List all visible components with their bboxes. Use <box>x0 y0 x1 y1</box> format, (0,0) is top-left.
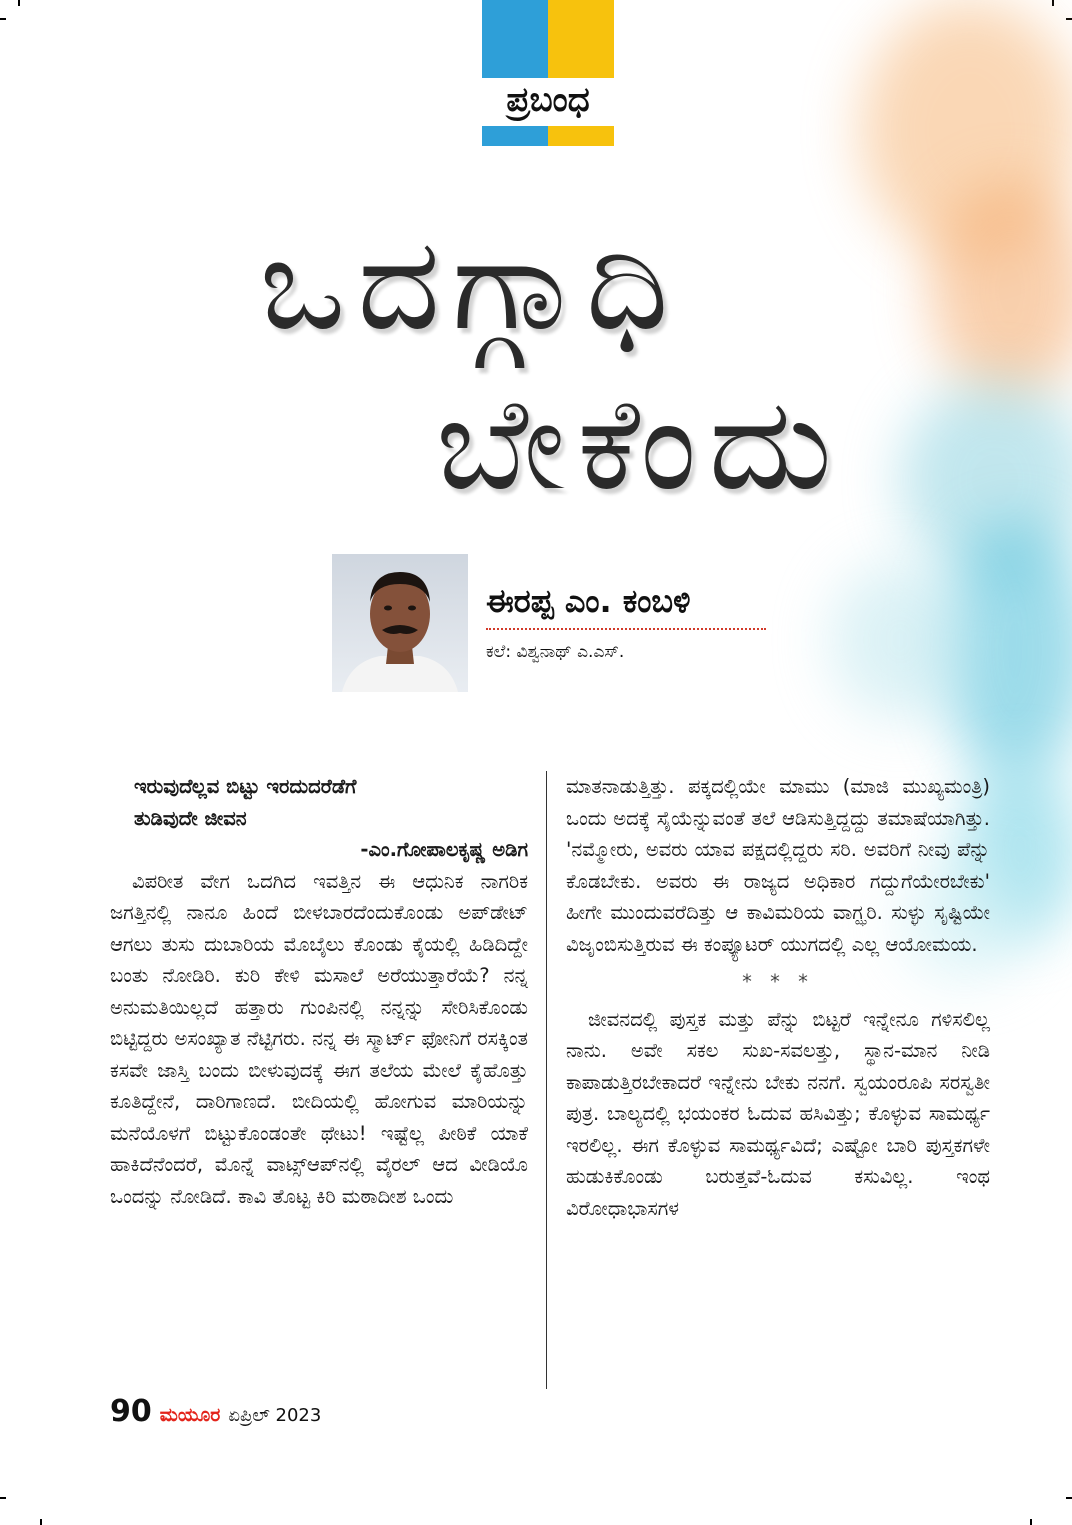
author-divider <box>486 628 766 630</box>
article-title-line-1: ಒದಗ್ಗಾಧಿ <box>259 210 681 359</box>
crop-mark <box>40 1519 42 1525</box>
author-photo <box>332 554 468 692</box>
body-paragraph: ಮಾತನಾಡುತ್ತಿತ್ತು. ಪಕ್ಕದಲ್ಲಿಯೇ ಮಾಮು (ಮಾಜಿ ಮುಖ್ಯಮಂತ್ರಿ) ಒಂದು ಅದಕ್ಕೆ ಸೈಯೆನ್ನುವಂತೆ ತಲೆ ಆಡಿಸುತ್ತಿದ್ದದ್ದು ತಮಾಷೆಯಾಗಿತ್ತು. 'ನಮ್ಮೋರು, ಅವರು ಯಾವ ಪಕ್ಷದಲ್ಲಿದ್ದರು ಸರಿ. ಅವರಿಗೆ ನೀವು ಪೆನ್ನು ಕೊಡಬೇಕು. ಅವರು ಈ ರಾಜ್ಯದ ಅಧಿಕಾರ ಗದ್ದುಗೆಯೇರಬೇಕು' ಹೀಗೇ ಮುಂದುವರೆದಿತ್ತು ಆ ಕಾವಿಮರಿಯ ವಾಗ್ಝರಿ. ಸುಳ್ಳು ಸೃಷ್ಟಿಯೇ ವಿಜೃಂಬಿಸುತ್ತಿರುವ ಈ ಕಂಪ್ಯೂಟರ್ ಯುಗದಲ್ಲಿ ಎಲ್ಲ ಆಯೋಮಯ. <box>566 775 990 956</box>
page-number: 90 <box>110 1394 152 1429</box>
art-credit: ಕಲೆ: ವಿಶ್ವನಾಥ್ ಎ.ಎಸ್. <box>486 642 625 662</box>
crop-mark <box>1030 1519 1032 1525</box>
page-footer <box>110 1394 321 1429</box>
issue-date: ಏಪ್ರಿಲ್ 2023 <box>228 1405 322 1426</box>
column-divider <box>546 771 547 1389</box>
crop-mark <box>0 18 6 20</box>
article-column-left <box>110 771 528 1212</box>
body-paragraph: ಜೀವನದಲ್ಲಿ ಪುಸ್ತಕ ಮತ್ತು ಪೆನ್ನು ಬಿಟ್ಟರೆ ಇನ್ನೇನೂ ಗಳಿಸಲಿಲ್ಲ ನಾನು. ಅವೇ ಸಕಲ ಸುಖ-ಸವಲತ್ತು, ಸ್ಥಾನ-ಮಾನ ನೀಡಿ ಕಾಪಾಡುತ್ತಿರಬೇಕಾದರೆ ಇನ್ನೇನು ಬೇಕು ನನಗೆ. ಸ್ವಯಂರೂಪಿ ಸರಸ್ವತೀ ಪುತ್ರ. ಬಾಲ್ಯದಲ್ಲಿ ಭಯಂಕರ ಓದುವ ಹಸಿವಿತ್ತು; ಕೊಳ್ಳುವ ಸಾಮರ್ಥ್ಯ ಇರಲಿಲ್ಲ. ಈಗ ಕೊಳ್ಳುವ ಸಾಮರ್ಥ್ಯವಿದೆ; ಎಷ್ಟೋ ಬಾರಿ ಪುಸ್ತಕಗಳೇ ಹುಡುಕಿಕೊಂಡು ಬರುತ್ತವೆ-ಓದುವ ಕಸುವಿಲ್ಲ. ಇಂಥ ವಿರೋಧಾಭಾಸಗಳ <box>566 1007 990 1220</box>
section-separator: * * * <box>742 970 814 993</box>
crop-mark <box>1066 1497 1072 1499</box>
epigraph-author: -ಎಂ.ಗೋಪಾಲಕೃಷ್ಣ ಅಡಿಗ <box>360 838 528 861</box>
section-tag-bottom-bar <box>482 126 614 146</box>
section-label: ಪ್ರಬಂಧ <box>506 80 590 120</box>
accent-blue-block <box>482 0 548 78</box>
section-tag-top-bar <box>482 0 614 78</box>
crop-mark <box>18 0 20 6</box>
author-name: ಈರಪ್ಪ ಎಂ. ಕಂಬಳಿ <box>486 582 691 620</box>
crop-mark <box>1052 0 1054 6</box>
crop-mark <box>1066 18 1072 20</box>
accent-yellow-block <box>548 126 614 146</box>
accent-yellow-block <box>548 0 614 78</box>
body-paragraph: ವಿಪರೀತ ವೇಗ ಒದಗಿದ ಇವತ್ತಿನ ಈ ಆಧುನಿಕ ನಾಗರಿಕ ಜಗತ್ತಿನಲ್ಲಿ ನಾನೂ ಹಿಂದೆ ಬೀಳಬಾರದೆಂದುಕೊಂಡು ಅಪ್‌ಡೇಟ್ ಆಗಲು ತುಸು ದುಬಾರಿಯ ಮೊಬೈಲು ಕೊಂಡು ಕೈಯಲ್ಲಿ ಹಿಡಿದಿದ್ದೇ ಬಂತು ನೋಡಿರಿ. ಕುರಿ ಕೇಳಿ ಮಸಾಲೆ ಅರೆಯುತ್ತಾರೆಯೆ? ನನ್ನ ಅನುಮತಿಯಿಲ್ಲದೆ ಹತ್ತಾರು ಗುಂಪಿನಲ್ಲಿ ನನ್ನನ್ನು ಸೇರಿಸಿಕೊಂಡು ಬಿಟ್ಟಿದ್ದರು ಅಸಂಖ್ಯಾತ ನೆಟ್ಟಿಗರು. ನನ್ನ ಈ ಸ್ಮಾರ್ಟ್ ಫೋನಿಗೆ ರಸಕ್ಕಿಂತ ಕಸವೇ ಜಾಸ್ತಿ ಬಂದು ಬೀಳುವುದಕ್ಕೆ ಈಗ ತಲೆಯ ಮೇಲೆ ಕೈಹೊತ್ತು ಕೂತಿದ್ದೇನೆ, ದಾರಿಗಾಣದೆ. ಬೀದಿಯಲ್ಲಿ ಹೋಗುವ ಮಾರಿಯನ್ನು ಮನೆಯೊಳಗೆ ಬಿಟ್ಟುಕೊಂಡಂತೇ ಥೇಟು! ಇಷ್ಟೆಲ್ಲ ಪೀಠಿಕೆ ಯಾಕೆ ಹಾಕಿದೆನೆಂದರೆ, ಮೊನ್ನೆ ವಾಟ್ಸ್‌ಆಪ್‌ನಲ್ಲಿ ವೈರಲ್ ಆದ ವೀಡಿಯೊ ಒಂದನ್ನು ನೋಡಿದೆ. ಕಾವಿ ತೊಟ್ಟ ಕಿರಿ ಮಠಾದೀಶ ಒಂದು <box>110 869 528 1208</box>
magazine-name: ಮಯೂರ <box>159 1404 221 1426</box>
epigraph-line: ಇರುವುದೆಲ್ಲವ ಬಿಟ್ಟು ಇರದುದರೆಡೆಗೆ <box>134 775 357 798</box>
crop-mark <box>0 1497 6 1499</box>
accent-blue-block <box>482 126 548 146</box>
section-tag <box>482 0 614 146</box>
article-title-line-2: ಬೇಕೆಂದು <box>435 370 845 519</box>
article-column-right <box>566 771 990 1224</box>
epigraph-line: ತುಡಿವುದೇ ಜೀವನ <box>134 806 247 830</box>
author-portrait-icon <box>332 554 468 692</box>
